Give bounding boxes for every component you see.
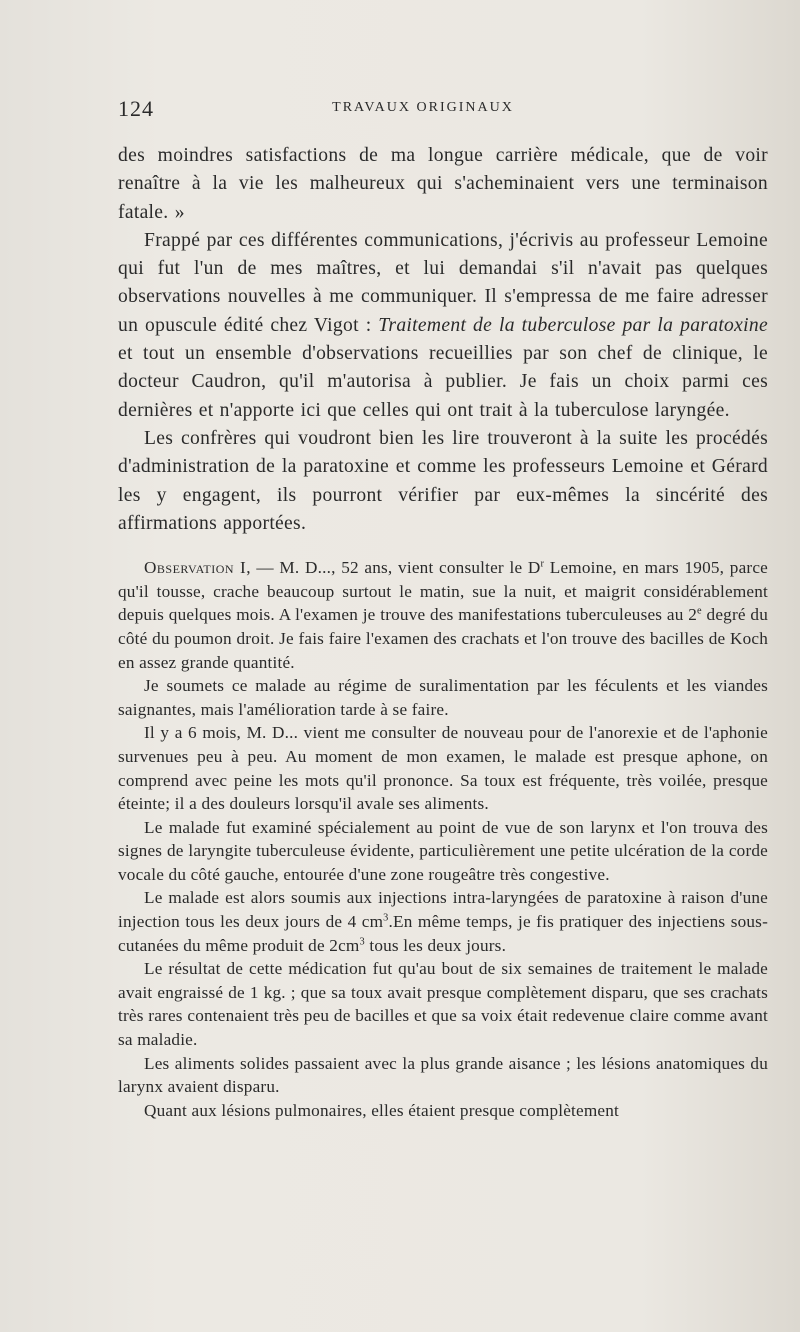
section-gap [118,538,768,556]
page-header [118,96,768,126]
running-head: TRAVAUX ORIGINAUX [332,100,514,115]
observation-paragraph-2: Je soumets ce malade au régime de suralimentation par les féculents et les viandes saignantes, mais l'amélioration tarde à se faire. [118,676,768,719]
page-number: 124 [118,96,154,121]
paragraph-confreres: Les confrères qui voudront bien les lire trouveront à la suite les procédés d'administration de la paratoxine et comme les professeurs Lemoine et Gérard les y engagent, ils pourront vérifier par eux-mêmes la sincérité des affirmations apportées. [118,427,768,534]
paragraph-frappe-before: Frappé par ces différentes communications, j'écrivis au professeur Lemoine qui fut l'un de mes maîtres, et lui demandai s'il n'avait pas quelques observations nouvelles à me communiquer. Il s'empressa de me faire adresser un opuscule édité chez Vigot : [118,229,768,336]
observation-paragraph-1: Observation I, — M. D..., 52 ans, vient consulter le $D^r$ Lemoine, en mars 1905, parce qu'il tousse, crache beaucoup surtout le matin, sue la nuit, et maigrit considérablement depuis quelques mois. A l'examen je trouve des manifestations tuberculeuses au 2e degré du côté du poumon droit. Je fais faire l'examen des crachats et l'on trouve des bacilles de Koch en assez grande quantité. [118,558,769,672]
observation-paragraph-3: Il y a 6 mois, M. D... vient me consulter de nouveau pour de l'anorexie et de l'aphonie survenues peu à peu. Au moment de mon examen, le malade est presque aphone, on comprend avec peine les mots qu'il prononce. Sa toux est fréquente, très voilée, presque éteinte; il a des douleurs lorsqu'il avale ses aliments. [118,723,768,814]
main-text [118,142,768,538]
observation-paragraph-6: Le résultat de cette médication fut qu'au bout de six semaines de traitement le malade avait engraissé de 1 kg. ; que sa toux avait presque complètement disparu, que ses crachats très rares contenaient très peu de bacilles et que sa voix était redevenue claire comme avant sa maladie. [118,959,768,1050]
body-text [118,142,768,1122]
paragraph-frappe-after: et tout un ensemble d'observations recueillies par son chef de clinique, le docteur Caudron, qu'il m'autorisa à publier. Je fais un choix parmi ces dernières et n'apporte ici que celles qui ont trait à la tuberculose laryngée. [118,343,768,421]
observation-section [118,556,768,1122]
observation-label: Observation I [144,558,247,578]
paragraph-continuation: des moindres satisfactions de ma longue carrière médicale, que de voir renaître à la vie les malheureux qui s'acheminaient vers une terminaison fatale. » [118,145,768,223]
observation-paragraph-8: Quant aux lésions pulmonaires, elles étaient presque complètement [144,1100,620,1120]
paragraph-frappe [118,227,768,425]
observation-paragraph-4: Le malade fut examiné spécialement au point de vue de son larynx et l'on trouva des signes de laryngite tuberculeuse évidente, particulièrement une petite ulcération de la corde vocale du côté gauche, entourée d'une zone rougeâtre très congestive. [118,817,768,884]
observation-paragraph-7: Les aliments solides passaient avec la plus grande aisance ; les lésions anatomiques du larynx avaient disparu. [118,1053,768,1097]
observation-paragraph-5: Le malade est alors soumis aux injections intra-laryngées de paratoxine à raison d'une injection tous les deux jours de 4 $cm^3.En$ même temps, je fis pratiquer des injectiens sous-cutanées du même produit de $2cm^3$ tous les deux jours. [118,888,768,955]
book-title: Traitement de la tuberculose par la paratoxine [378,314,768,336]
